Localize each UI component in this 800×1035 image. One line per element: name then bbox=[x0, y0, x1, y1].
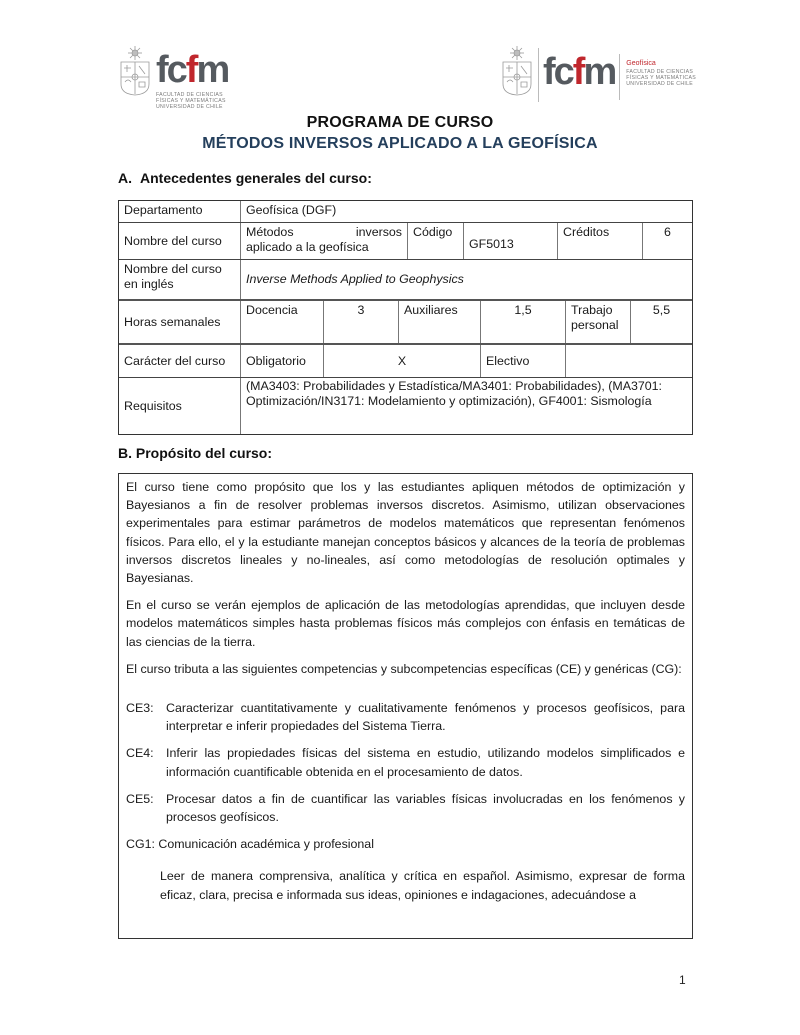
value-auxiliares: 1,5 bbox=[480, 301, 565, 343]
competency-ce3: CE3: Caracterizar cuantitativamente y cualitativamente fenómenos y procesos geofísicos, para interpretar e inferir propiedades del Sistema Tierra. bbox=[126, 701, 685, 734]
competency-ce5: CE5: Procesar datos a fin de cuantificar las variables físicas involucradas en los fenómenos y procesos geofísicos. bbox=[126, 791, 685, 825]
label-auxiliares: Auxiliares bbox=[398, 301, 480, 343]
competency-ce4: CE4: Inferir las propiedades físicas del sistema en estudio, utilizando modelos simplificados e información cuantificable obtenida en el procesamiento de datos. bbox=[126, 746, 685, 779]
fcfm-wordmark: fcfm bbox=[543, 51, 616, 93]
value-electivo bbox=[565, 345, 692, 377]
table-row-requisitos bbox=[119, 377, 692, 434]
department-name: Geofísica bbox=[626, 60, 656, 67]
fcfm-logo-left bbox=[118, 44, 228, 110]
label-docencia: Docencia bbox=[240, 301, 323, 343]
purpose-box bbox=[118, 473, 693, 939]
label-caracter: Carácter del curso bbox=[124, 353, 226, 368]
university-crest-icon bbox=[118, 44, 152, 96]
label-nombre-ingles: Nombre del curso en inglés bbox=[124, 262, 222, 291]
logo-divider bbox=[538, 48, 539, 102]
faculty-tagline: FACULTAD DE CIENCIAS FÍSICAS Y MATEMÁTICAS UNIVERSIDAD DE CHILE bbox=[156, 92, 226, 110]
competency-cg1: CG1: Comunicación académica y profesional bbox=[126, 837, 374, 852]
table-row-nombre bbox=[119, 222, 692, 259]
value-requisitos: (MA3403: Probabilidades y Estadística/MA3401: Probabilidades), (MA3701: Optimización/IN3171: Modelamiento y optimización), GF4001: Sismología bbox=[240, 378, 692, 434]
label-trabajo-personal: Trabajo personal bbox=[565, 301, 630, 343]
value-docencia: 3 bbox=[323, 301, 398, 343]
label-obligatorio: Obligatorio bbox=[240, 345, 323, 377]
table-row-departamento bbox=[119, 201, 692, 222]
logo-divider bbox=[619, 54, 620, 100]
label-nombre: Nombre del curso bbox=[124, 233, 222, 248]
label-creditos: Créditos bbox=[557, 223, 642, 259]
purpose-paragraph: En el curso se verán ejemplos de aplicación de las metodologías aprendidas, que incluyen desde modelos matemáticos simples hasta problemas físicos más complejos con énfasis en temáticas de las ciencias de la tierra. bbox=[126, 598, 685, 649]
course-info-table bbox=[118, 200, 693, 435]
page-number: 1 bbox=[679, 973, 686, 987]
table-row-nombre-ingles bbox=[119, 259, 692, 299]
faculty-tagline: FACULTAD DE CIENCIAS FÍSICAS Y MATEMÁTICAS UNIVERSIDAD DE CHILE bbox=[626, 69, 696, 87]
value-creditos: 6 bbox=[642, 223, 692, 259]
course-title: MÉTODOS INVERSOS APLICADO A LA GEOFÍSICA bbox=[202, 135, 598, 152]
value-nombre-ingles: Inverse Methods Applied to Geophysics bbox=[240, 260, 692, 299]
label-requisitos: Requisitos bbox=[124, 398, 182, 413]
purpose-paragraph: El curso tributa a las siguientes competencias y subcompetencias específicas (CE) y genéricas (CG): bbox=[126, 661, 682, 676]
label-departamento: Departamento bbox=[124, 203, 203, 217]
section-a-heading: A. Antecedentes generales del curso: bbox=[118, 170, 372, 186]
fcfm-geofisica-logo-right bbox=[500, 44, 696, 102]
purpose-paragraph: El curso tiene como propósito que los y las estudiantes apliquen métodos de optimización y Bayesianos a fin de resolver problemas inversos discretos. Asimismo, utilizan observaciones experimentales para estimar parámetros de modelos matemáticos que representan fenómenos físicos. Para ello, el y la estudiante manejan conceptos básicos y alcances de la teoría de problemas inversos discretos lineales y no-lineales, así como metodologías de resolución optimales y Bayesianas. bbox=[126, 480, 685, 586]
university-crest-icon bbox=[500, 44, 534, 96]
document-title: PROGRAMA DE CURSO bbox=[306, 114, 494, 131]
section-b-heading: B. Propósito del curso: bbox=[118, 445, 273, 461]
value-departamento: Geofísica (DGF) bbox=[240, 201, 692, 222]
fcfm-wordmark: fcfm bbox=[156, 49, 229, 91]
competency-cg1-description: Leer de manera comprensiva, analítica y crítica en español. Asimismo, expresar de forma eficaz, clara, precisa e informada sus ideas, opiniones e indagaciones, adecuándose a bbox=[160, 869, 685, 902]
label-electivo: Electivo bbox=[480, 345, 565, 377]
value-obligatorio: X bbox=[323, 345, 480, 377]
table-row-caracter bbox=[119, 343, 692, 377]
value-trabajo-personal: 5,5 bbox=[630, 301, 692, 343]
value-nombre: Métodos inversos aplicado a la geofísica bbox=[240, 223, 407, 259]
value-codigo: GF5013 bbox=[463, 223, 557, 259]
table-row-horas bbox=[119, 299, 692, 343]
label-horas: Horas semanales bbox=[124, 314, 221, 329]
label-codigo: Código bbox=[407, 223, 463, 259]
